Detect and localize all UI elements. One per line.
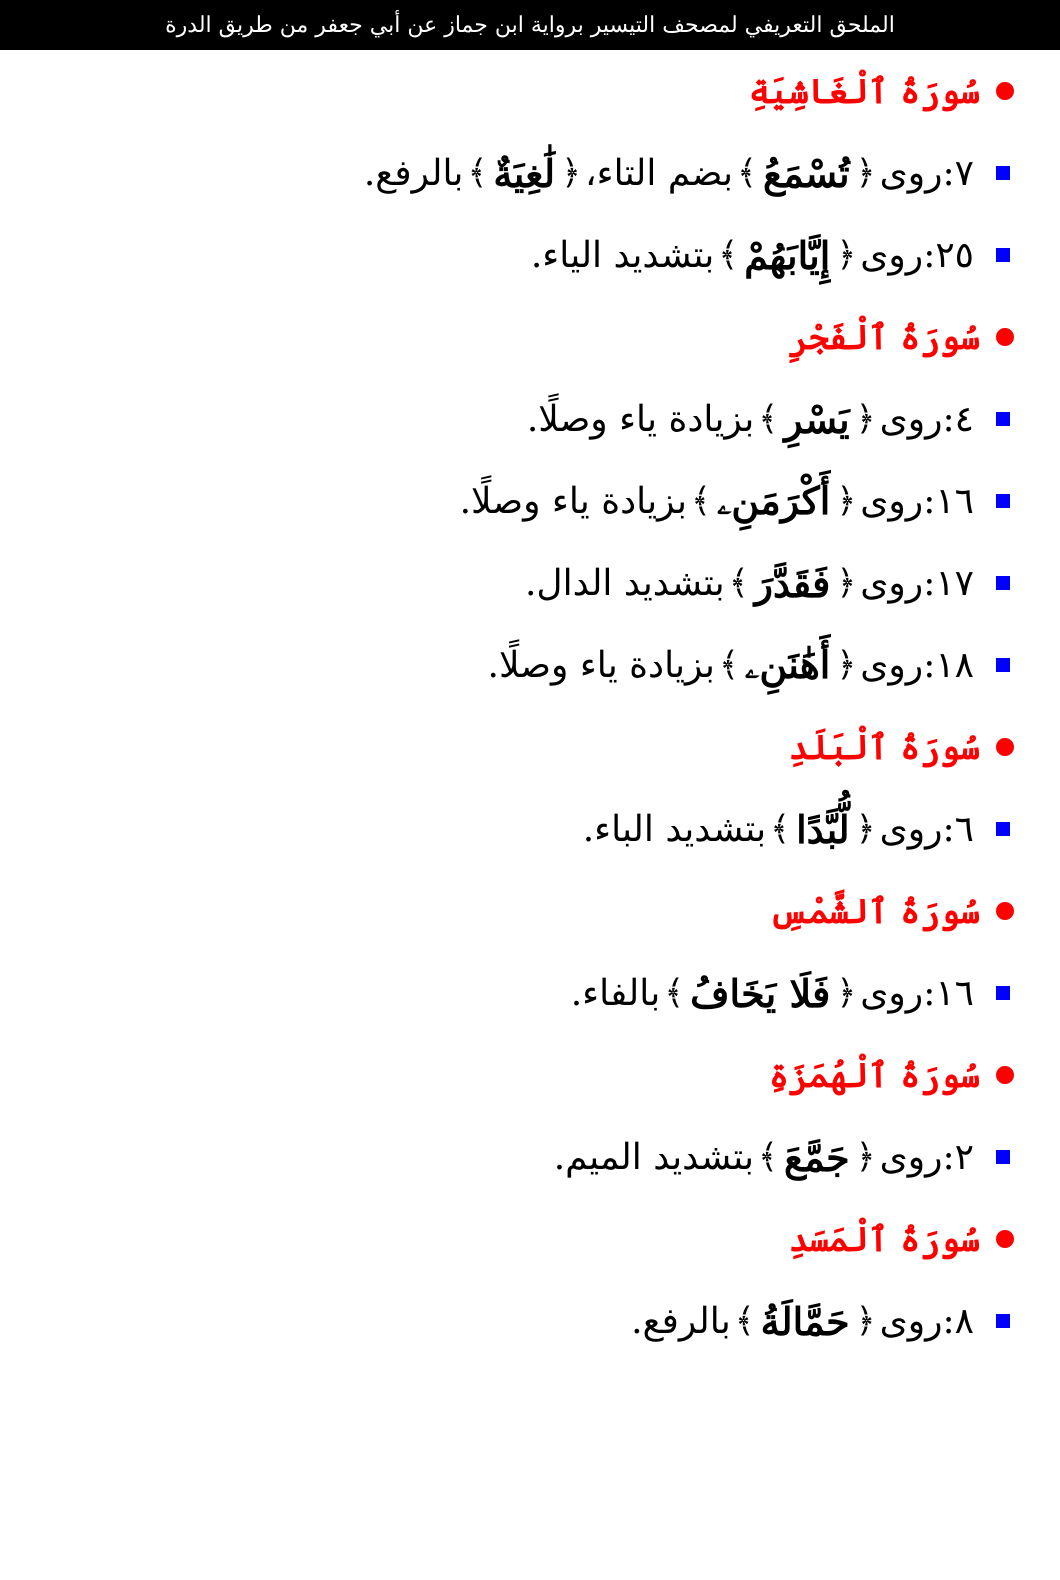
verse-number: ٢٥: [935, 234, 974, 276]
entry-prefix: روى: [860, 972, 924, 1014]
verse-number: ٢: [954, 1136, 974, 1178]
blue-square-bullet-icon: [996, 822, 1010, 836]
entry-item: [0, 1116, 1014, 1198]
entry-text: [460, 478, 974, 524]
ornate-bracket-close: ﴾: [770, 809, 791, 849]
quran-word-frame: [758, 397, 875, 442]
surah-section: [0, 870, 1014, 1034]
quran-word: فَلَا يَخَافُ: [690, 970, 831, 1016]
surah-heading: [0, 1034, 1014, 1116]
quran-word-frame: [737, 151, 876, 196]
verse-separator: :: [942, 1300, 955, 1342]
verse-number: ٤: [954, 398, 974, 440]
surah-title: سُورَةُ ٱلْمَسَدِ: [788, 1219, 980, 1260]
surah-heading: [0, 50, 1014, 132]
ornate-bracket-close: ﴾: [691, 481, 711, 521]
header-title: الملحق التعريفي لمصحف التيسير برواية ابن جماز عن أبي جعفر من طريق الدرة: [165, 12, 895, 38]
verse-separator: :: [923, 972, 936, 1014]
entry-description: بتشديد الميم.: [553, 1136, 755, 1178]
entry-prefix: روى: [879, 808, 943, 850]
entry-item: [0, 1280, 1014, 1362]
entry-text: [525, 561, 974, 606]
entry-item: [0, 952, 1014, 1034]
entry-prefix: روى: [879, 398, 943, 440]
ornate-bracket-close: ﴾: [467, 153, 488, 193]
entry-description: بزيادة ياء وصلًا.: [459, 480, 688, 522]
verse-number: ٨: [954, 1300, 974, 1342]
quran-word: يَسْرِ: [784, 396, 850, 442]
ornate-bracket-open: ﴿: [836, 973, 857, 1013]
entry-prefix: روى: [860, 480, 924, 522]
surah-section: [0, 1034, 1014, 1198]
entry-text: [364, 151, 974, 196]
quran-word: أَهَٰنَنِۦ: [744, 642, 831, 687]
entry-description: بتشديد الباء.: [582, 808, 767, 850]
quran-word-frame: [735, 1299, 876, 1344]
entry-description: بالرفع.: [631, 1300, 731, 1342]
blue-square-bullet-icon: [996, 1150, 1010, 1164]
verse-number: ١٧: [935, 562, 974, 604]
entry-text: [583, 807, 974, 852]
entry-prefix: روى: [879, 1136, 943, 1178]
surah-title: سُورَةُ ٱلْفَجْرِ: [788, 317, 980, 358]
ornate-bracket-open: ﴿: [855, 153, 876, 193]
ornate-bracket-open: ﴿: [836, 563, 857, 603]
quran-word: تُسْمَعُ: [762, 150, 850, 196]
red-bullet-icon: [996, 328, 1014, 346]
verse-separator: :: [942, 398, 955, 440]
entry-item: [0, 132, 1014, 214]
surah-title: سُورَةُ ٱلْبَلَدِ: [788, 727, 980, 768]
entry-prefix: روى: [860, 644, 924, 686]
verse-number: ٧: [954, 152, 974, 194]
surah-title: سُورَةُ ٱلْغَاشِيَةِ: [749, 71, 980, 112]
red-bullet-icon: [996, 738, 1014, 756]
entry-text: [527, 397, 974, 442]
verse-separator: :: [923, 480, 936, 522]
entry-description: بزيادة ياء وصلًا.: [526, 398, 755, 440]
quran-word-frame: [691, 478, 856, 524]
blue-square-bullet-icon: [996, 166, 1010, 180]
verse-number: ١٦: [935, 480, 974, 522]
quran-word: إِيَّابَهُمْ: [744, 232, 831, 278]
red-bullet-icon: [996, 902, 1014, 920]
ornate-bracket-open: ﴿: [855, 809, 876, 849]
quran-word: لَٰغِيَةٌ: [493, 150, 556, 196]
verse-separator: :: [923, 234, 936, 276]
quran-word-frame: [719, 642, 856, 688]
red-bullet-icon: [996, 82, 1014, 100]
quran-word: حَمَّالَةُ: [760, 1298, 850, 1344]
entry-prefix: روى: [879, 152, 943, 194]
entry-description: بتشديد الياء.: [530, 234, 715, 276]
ornate-bracket-close: ﴾: [737, 153, 757, 193]
red-bullet-icon: [996, 1230, 1014, 1248]
surah-section: [0, 1198, 1014, 1362]
ornate-bracket-open: ﴿: [836, 235, 857, 275]
entry-description: بالرفع.: [363, 152, 464, 194]
entry-item: [0, 624, 1014, 706]
page-header: [0, 0, 1060, 50]
verse-separator: :: [923, 562, 936, 604]
ornate-bracket-open: ﴿: [561, 153, 582, 193]
quran-word-frame: [770, 807, 875, 852]
ornate-bracket-close: ﴾: [734, 1301, 755, 1341]
surah-heading: [0, 870, 1014, 952]
quran-word: فَقَدَّرَ: [754, 560, 831, 606]
ornate-bracket-close: ﴾: [718, 645, 739, 685]
quran-word-frame: [467, 151, 581, 196]
entry-item: [0, 378, 1014, 460]
blue-square-bullet-icon: [996, 412, 1010, 426]
content-area: [0, 50, 1060, 1362]
quran-word-frame: [664, 971, 856, 1016]
verse-separator: :: [942, 152, 955, 194]
ornate-bracket-close: ﴾: [758, 399, 779, 439]
blue-square-bullet-icon: [996, 658, 1010, 672]
entry-item: [0, 460, 1014, 542]
ornate-bracket-close: ﴾: [758, 1137, 778, 1177]
entry-text: [488, 642, 975, 688]
verse-number: ٦: [954, 808, 974, 850]
entry-text: [531, 233, 974, 278]
ornate-bracket-close: ﴾: [718, 235, 739, 275]
entry-description: بتشديد الدال.: [524, 562, 725, 604]
blue-square-bullet-icon: [996, 494, 1010, 508]
surah-section: [0, 50, 1014, 296]
entry-description: بزيادة ياء وصلًا.: [487, 644, 715, 686]
ornate-bracket-close: ﴾: [728, 563, 749, 603]
verse-separator: :: [942, 1136, 955, 1178]
ornate-bracket-open: ﴿: [836, 645, 857, 685]
verse-number: ١٨: [935, 644, 974, 686]
quran-word-frame: [718, 233, 856, 278]
quran-word: جَمَّعَ: [783, 1134, 850, 1180]
ornate-bracket-open: ﴿: [855, 1301, 876, 1341]
ornate-bracket-open: ﴿: [855, 399, 876, 439]
surah-heading: [0, 296, 1014, 378]
entry-item: [0, 542, 1014, 624]
blue-square-bullet-icon: [996, 576, 1010, 590]
entry-prefix: روى: [879, 1300, 943, 1342]
entry-prefix: روى: [860, 234, 924, 276]
verse-separator: :: [923, 644, 936, 686]
entry-text: [571, 971, 974, 1016]
surah-heading: [0, 706, 1014, 788]
entry-text: [554, 1135, 974, 1180]
entry-description: بالفاء.: [570, 972, 661, 1014]
blue-square-bullet-icon: [996, 248, 1010, 262]
entry-item: [0, 214, 1014, 296]
entry-item: [0, 788, 1014, 870]
blue-square-bullet-icon: [996, 1314, 1010, 1328]
surah-heading: [0, 1198, 1014, 1280]
entry-note: بضم التاء،: [585, 152, 734, 194]
surah-title: سُورَةُ ٱلْهُمَزَةِ: [768, 1055, 980, 1096]
entry-prefix: روى: [860, 562, 924, 604]
entry-text: [631, 1299, 974, 1344]
verse-separator: :: [942, 808, 955, 850]
red-bullet-icon: [996, 1066, 1014, 1084]
ornate-bracket-close: ﴾: [664, 973, 685, 1013]
ornate-bracket-open: ﴿: [855, 1137, 876, 1177]
quran-word-frame: [729, 561, 857, 606]
quran-word: أَكْرَمَنِۦ: [716, 478, 831, 523]
verse-number: ١٦: [935, 972, 974, 1014]
blue-square-bullet-icon: [996, 986, 1010, 1000]
surah-section: [0, 706, 1014, 870]
quran-word: لُّبَّدًا: [796, 806, 850, 852]
surah-section: [0, 296, 1014, 706]
quran-word-frame: [758, 1135, 876, 1180]
ornate-bracket-open: ﴿: [836, 481, 857, 521]
surah-title: سُورَةُ ٱلشَّمْسِ: [768, 891, 980, 932]
